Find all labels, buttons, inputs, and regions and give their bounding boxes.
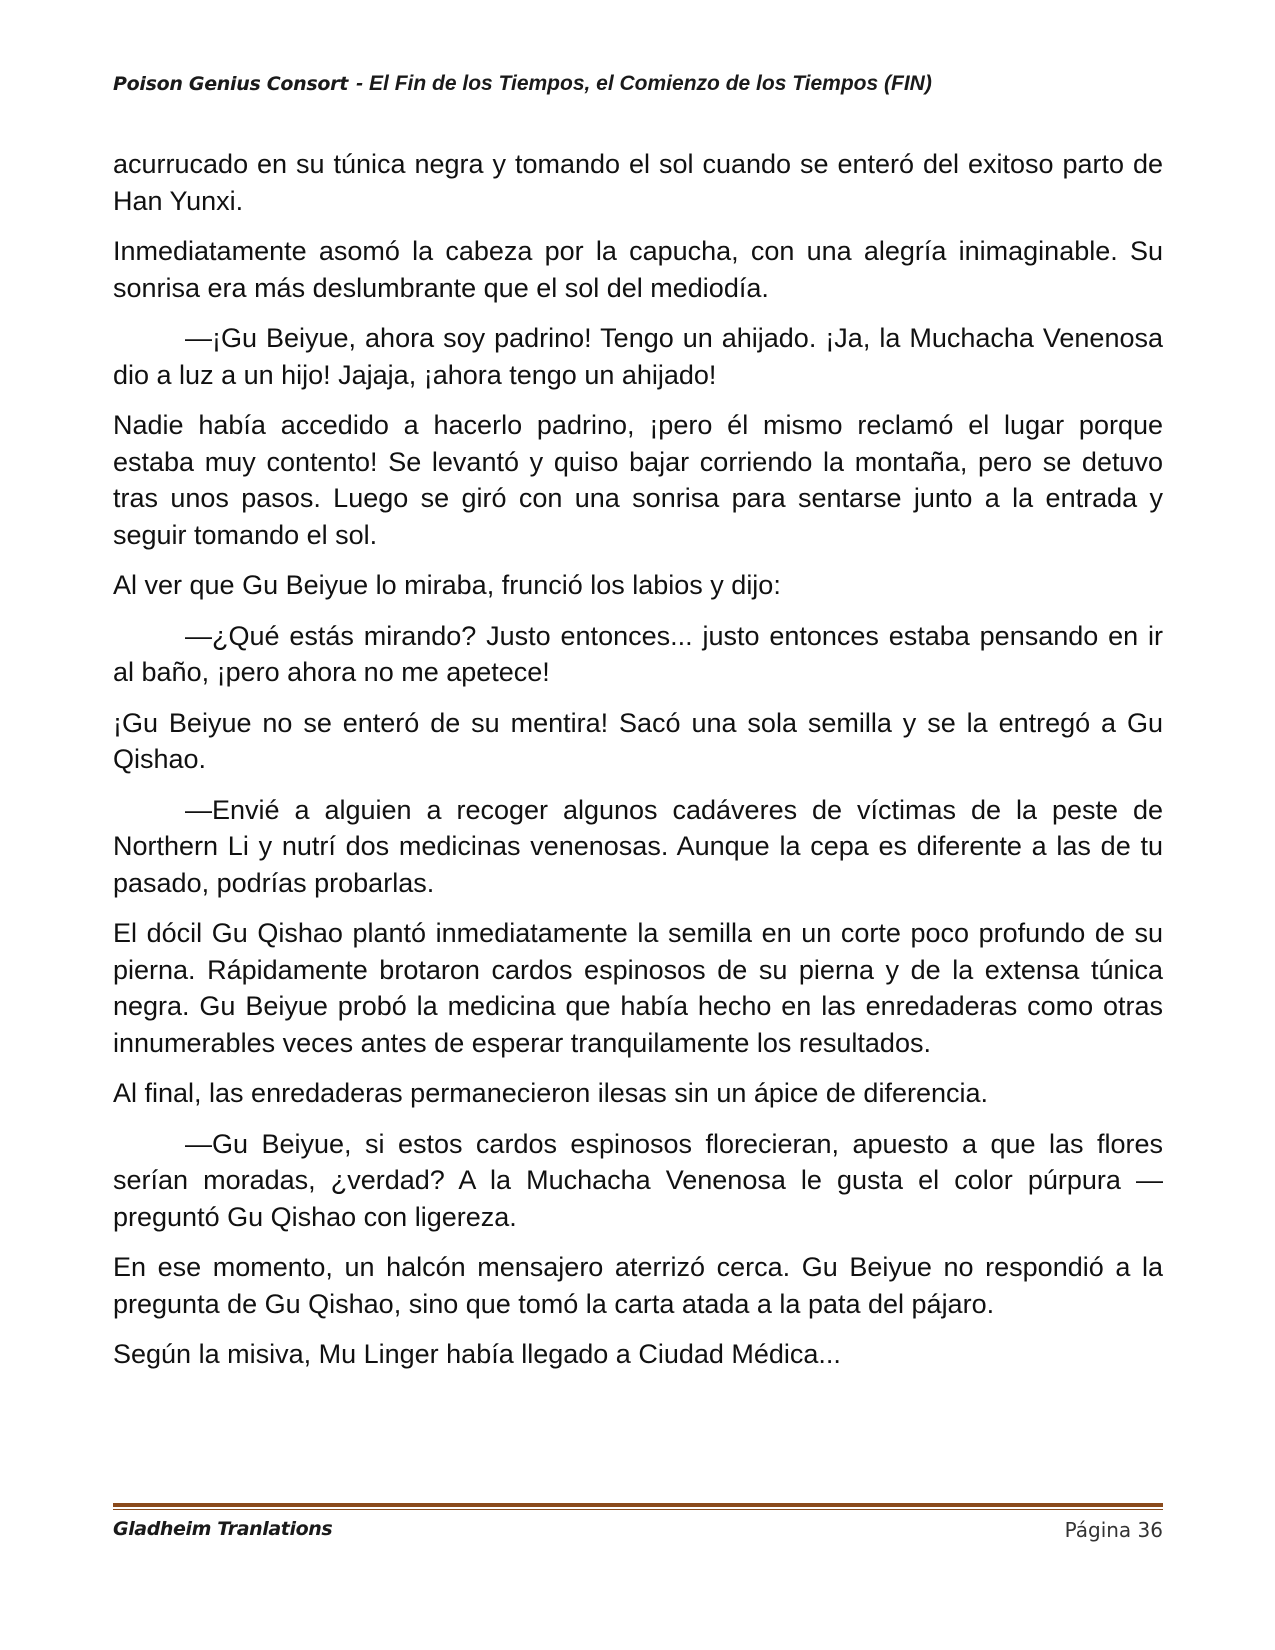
footer-rule <box>113 1503 1163 1510</box>
paragraph: —Gu Beiyue, si estos cardos espinosos florecieran, apuesto a que las flores serían moradas, ¿verdad? A la Muchacha Venenosa le gusta el color púrpura —preguntó Gu Qishao con ligereza. <box>113 1128 1163 1232</box>
header-separator: - <box>356 72 364 95</box>
paragraph: En ese momento, un halcón mensajero aterrizó cerca. Gu Beiyue no respondió a la pregunta de Gu Qishao, sino que tomó la carta atada a la pata del pájaro. <box>113 1252 1163 1319</box>
footer-rule-thin <box>113 1509 1163 1510</box>
paragraph: Al ver que Gu Beiyue lo miraba, frunció los labios y dijo: <box>113 570 781 600</box>
paragraph: —Envié a alguien a recoger algunos cadáveres de víctimas de la peste de Northern Li y nutrí dos medicinas venenosas. Aunque la cepa es diferente a las de tu pasado, podrías probarlas. <box>113 794 1163 898</box>
body-text <box>113 146 1163 1387</box>
footer-rule-thick <box>113 1503 1163 1507</box>
page-header <box>113 72 1163 96</box>
paragraph: acurrucado en su túnica negra y tomando el sol cuando se enteró del exitoso parto de Han Yunxi. <box>113 149 1163 216</box>
paragraph: Inmediatamente asomó la cabeza por la capucha, con una alegría inimaginable. Su sonrisa era más deslumbrante que el sol del mediodía. <box>113 236 1163 303</box>
book-title: Poison Genius Consort <box>113 73 349 95</box>
paragraph: Según la misiva, Mu Linger había llegado a Ciudad Médica... <box>113 1339 841 1369</box>
chapter-title: El Fin de los Tiempos, el Comienzo de los Tiempos (FIN) <box>369 72 932 95</box>
paragraph: —¿Qué estás mirando? Justo entonces... justo entonces estaba pensando en ir al baño, ¡pero ahora no me apetece! <box>113 620 1163 687</box>
paragraph: Al final, las enredaderas permanecieron ilesas sin un ápice de diferencia. <box>113 1078 989 1108</box>
page-number: Página 36 <box>1064 1518 1163 1542</box>
paragraph: ¡Gu Beiyue no se enteró de su mentira! Sacó una sola semilla y se la entregó a Gu Qishao. <box>113 707 1163 774</box>
paragraph: El dócil Gu Qishao plantó inmediatamente la semilla en un corte poco profundo de su pierna. Rápidamente brotaron cardos espinosos de su pierna y de la extensa túnica negra. Gu Beiyue probó la medicina que había hecho en las enredaderas como otras innumerables veces antes de esperar tranquilamente los resultados. <box>113 918 1163 1058</box>
publisher-name: Gladheim Tranlations <box>113 1518 333 1540</box>
paragraph: —¡Gu Beiyue, ahora soy padrino! Tengo un ahijado. ¡Ja, la Muchacha Venenosa dio a luz a un hijo! Jajaja, ¡ahora tengo un ahijado! <box>113 323 1163 390</box>
paragraph: Nadie había accedido a hacerlo padrino, ¡pero él mismo reclamó el lugar porque estaba muy contento! Se levantó y quiso bajar corriendo la montaña, pero se detuvo tras unos pasos. Luego se giró con una sonrisa para sentarse junto a la entrada y seguir tomando el sol. <box>113 410 1163 550</box>
